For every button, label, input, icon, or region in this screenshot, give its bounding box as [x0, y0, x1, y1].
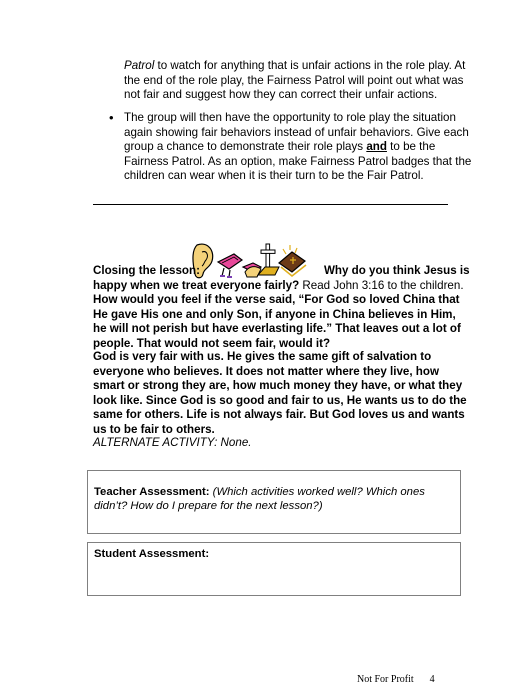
closing-question: Why do you think Jesus is happy when we treat everyone fairly?: [93, 264, 470, 292]
student-assessment-box: [87, 542, 461, 596]
alternate-activity: ALTERNATE ACTIVITY: None.: [93, 436, 252, 449]
activity-paragraph: [124, 59, 480, 103]
role-play-text-2: to be the Fairness Patrol. As an option, make Fairness Patrol badges that the children can wear when it is their turn to be the Fair Patrol.: [124, 140, 472, 183]
god-is-fair-paragraph: God is very fair with us. He gives the same gift of salvation to everyone who believes. It does not matter where they live, how smart or strong they are, how much money they have, or what they look like. Since God is so good and fair to us, He wants us to do the same for others. Life is not always fair. But God loves us and wants us to be fair to others.: [93, 350, 467, 436]
student-assessment-label: Student Assessment:: [94, 548, 210, 560]
closing-rest-text: How would you feel if the verse said, “For God so loved China that He gave His one and only Son, if anyone in China believes in Him, he will not perish but have everlasting life.” That leaves out a lot of people. That would not seem fair, would it?: [93, 293, 461, 350]
role-play-text-1: The group will then have the opportunity to role play the situation again showing fair behaviors instead of unfair behaviors. Give each group a chance to demonstrate their role plays: [124, 111, 469, 154]
role-play-paragraph: [124, 111, 480, 184]
bullet-icon: •: [109, 110, 114, 125]
closing-read-instruction: Read John 3:16 to the children.: [299, 278, 464, 292]
and-underlined-text: and: [366, 140, 387, 154]
page-footer: [357, 674, 435, 685]
footer-text: Not For Profit: [357, 674, 414, 685]
patrol-italic-text: Patrol: [124, 59, 155, 72]
closing-label: Closing the lesson:: [93, 264, 200, 277]
teacher-assessment-label: Teacher Assessment:: [94, 486, 210, 498]
section-divider: [93, 204, 448, 205]
teacher-assessment-prompt: (Which activities worked well? Which ones didn’t? How do I prepare for the next lesson?): [94, 486, 425, 512]
activity-paragraph-text: to watch for anything that is unfair actions in the role play. At the end of the role play, the Fairness Patrol will point out what was not fair and suggest how they can correct their unfair actions.: [124, 59, 466, 102]
teacher-assessment-box: [87, 470, 461, 534]
page-number: 4: [429, 674, 435, 685]
closing-paragraph: [93, 264, 471, 352]
